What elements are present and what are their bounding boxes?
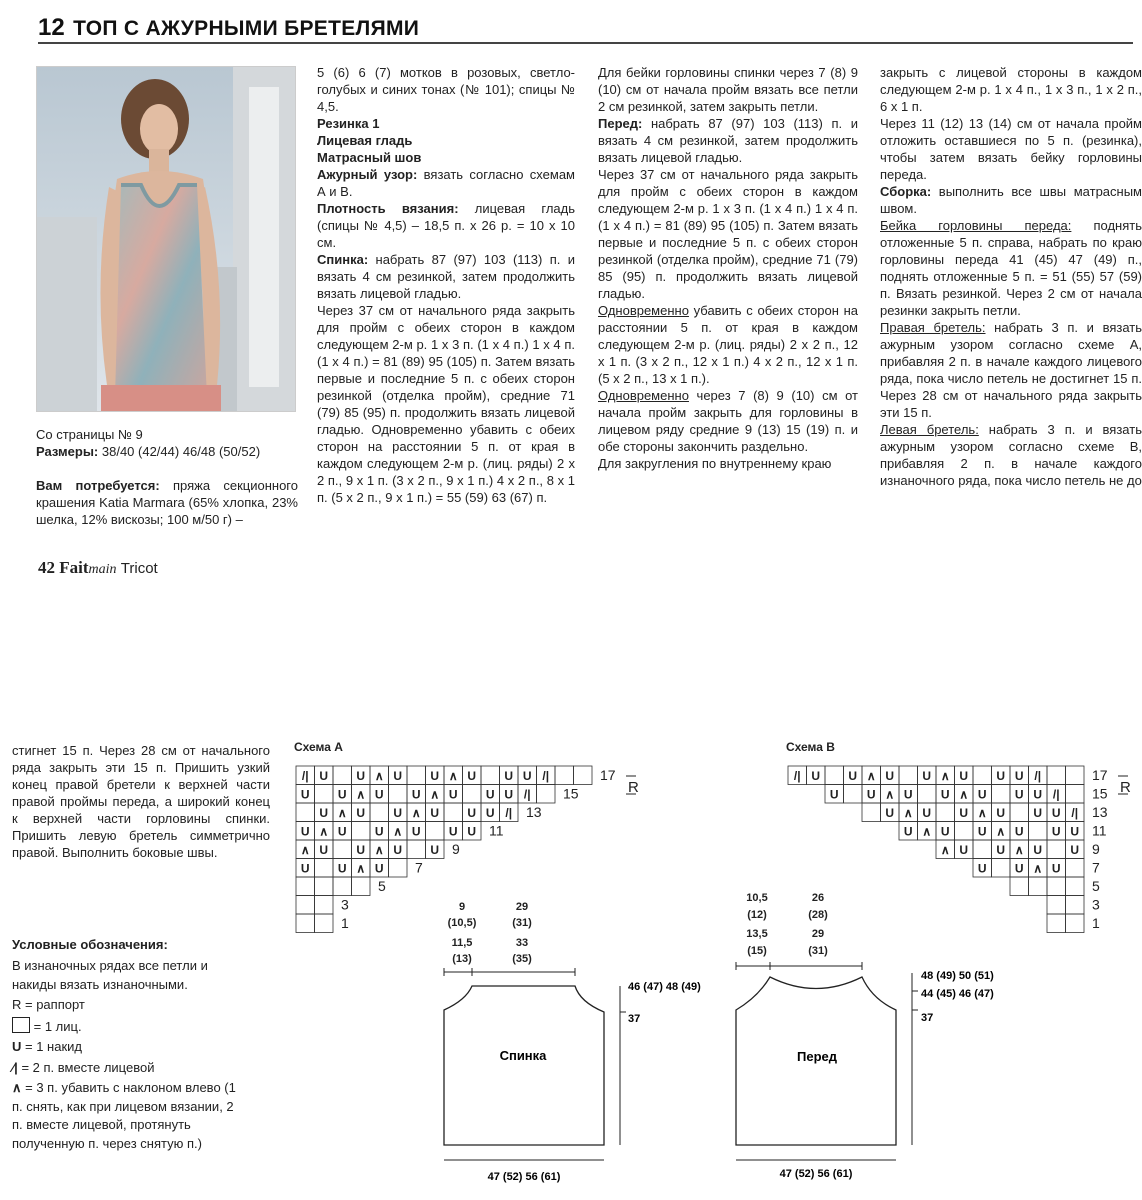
chart-symbol: U <box>430 843 440 857</box>
chart-cell <box>844 785 863 804</box>
front-piece-label: Перед <box>797 1049 837 1064</box>
front-neckband-label: Бейка горловины переда: <box>880 218 1072 233</box>
chart-row-number: 9 <box>452 841 460 857</box>
chart-symbol: U <box>300 861 310 876</box>
chart-symbol: ∧ <box>430 787 440 802</box>
chart-row-number: 17 <box>1092 767 1108 783</box>
chart-row-number: 13 <box>1092 804 1108 820</box>
back-shoulder-1: 9 <box>458 901 466 913</box>
chart-symbol: U <box>467 806 477 820</box>
model-photo <box>36 66 296 412</box>
front-neck-text: через 7 (8) 9 (10) см от начала пройм закрыть для горловины в лицевом ряду средние 9 (13) 15 (19) п. и обе стороны закончить раздельно. <box>598 388 858 454</box>
chart-symbol: ∧ <box>996 824 1006 839</box>
chart-row-number: 3 <box>341 896 349 913</box>
front-shoulder-2: (12) <box>747 909 767 921</box>
chart-symbol: /| <box>793 769 801 783</box>
page-header <box>38 14 419 44</box>
front-width: 47 (52) 56 (61) <box>779 1168 853 1180</box>
legend-knit: = 1 лиц. <box>33 1018 82 1034</box>
chart-cell <box>537 785 556 804</box>
chart-cell <box>315 877 334 896</box>
chart-symbol: U <box>467 769 477 783</box>
legend-repeat: R = раппорт <box>12 997 85 1012</box>
chart-symbol: /| <box>523 787 531 802</box>
header-rule <box>38 42 1133 44</box>
chart-symbol: ∧ <box>337 806 347 820</box>
chart-symbol: U <box>959 806 969 820</box>
chart-symbol: U <box>411 787 421 802</box>
chart-symbol: /| <box>301 769 309 783</box>
chart-symbol: ∧ <box>1033 861 1043 876</box>
chart-symbol: U <box>374 861 384 876</box>
bottom-continued-text <box>12 742 270 861</box>
chart-symbol: ∧ <box>959 787 969 802</box>
scheme-b-title: Схема В <box>786 740 835 754</box>
chart-symbol: U <box>485 806 495 820</box>
lace-text: вязать согласно схемам А и В. <box>317 167 575 199</box>
chart-cell <box>481 766 500 785</box>
chart-cell <box>1066 785 1085 804</box>
col4-clip <box>880 64 1142 544</box>
chart-symbol: U <box>1014 861 1024 876</box>
chart-cell <box>333 766 352 785</box>
k2tog-icon: ⁄| <box>12 1059 18 1075</box>
chart-symbol: U <box>903 787 913 802</box>
chart-symbol: U <box>337 824 347 839</box>
front-shoulder-1: 10,5 <box>746 892 768 904</box>
yarn-over-icon: U <box>12 1039 22 1054</box>
back-neck-4: (35) <box>512 953 532 965</box>
chart-cell <box>1066 859 1085 878</box>
chart-cell <box>333 840 352 859</box>
yarn-amount: 5 (6) 6 (7) мотков в розовых, светло-голубых и синих тонах (№ 101); спицы № 4,5. <box>317 65 575 114</box>
chart-symbol: U <box>922 806 932 820</box>
chart-cell <box>1047 766 1066 785</box>
front-schematic <box>712 885 1133 1190</box>
finishing-text: стигнет 15 п. Через 28 см от начального ряда закрыть эти 15 п. Пришить узкий конец правой бретели к верхней части правой проймы переда, а широкий конец к верхней части горловины спинки. Пришить левую бретель симметрично правой. Выполнить боковые швы. <box>12 743 270 860</box>
neck-shaping-text: закрыть с лицевой стороны в каждом следующем 2-м р. 1 х 4 п., 1 х 3 п., 1 х 2 п., 6 х 1 п. <box>880 65 1142 114</box>
chart-cell <box>407 766 426 785</box>
chart-symbol: ∧ <box>356 861 366 876</box>
chart-symbol: U <box>1033 843 1043 857</box>
back-text: набрать 87 (97) 103 (113) п. и вязать 4 см резинкой, затем продолжить вязать лицевой гладью. <box>317 252 575 301</box>
back-shoulder-4: (13) <box>452 953 472 965</box>
chart-cell <box>1047 840 1066 859</box>
front-text: набрать 87 (97) 103 (113) п. и вязать 4 см резинкой, затем продолжить вязать лицевой гладью. <box>598 116 858 165</box>
front-shoulder-3: 13,5 <box>746 928 768 940</box>
left-strap-label: Левая бретель: <box>880 422 979 437</box>
chart-cell <box>574 766 593 785</box>
chart-symbol: U <box>504 769 514 783</box>
left-strap-text: набрать 3 п. и вязать ажурным узором согласно схеме В, прибавляя 2 п. в начале каждого изнаночного ряда, пока число петель не до <box>880 422 1142 488</box>
chart-row-number: 13 <box>526 804 542 820</box>
brand-main: main <box>88 562 117 577</box>
chart-row-number: 3 <box>1092 896 1100 913</box>
legend-k2tog: = 2 п. вместе лицевой <box>21 1059 155 1075</box>
chart-row-number: 11 <box>1092 822 1107 839</box>
back-height-total: 46 (47) 48 (49) <box>628 981 701 993</box>
scheme-a-title: Схема А <box>294 740 343 754</box>
back-piece-label: Спинка <box>499 1048 547 1063</box>
needs-label: Вам потребуется: <box>36 478 160 493</box>
from-page: Со страницы № 9 <box>36 427 143 442</box>
chart-symbol: U <box>1051 861 1061 876</box>
chart-symbol: /| <box>505 806 513 820</box>
front-neck-4: (31) <box>808 945 828 957</box>
back-shoulder-2: (10,5) <box>447 917 477 929</box>
back-neck-1: 29 <box>515 901 529 913</box>
legend-yo: = 1 накид <box>25 1039 83 1054</box>
back-height-side: 37 <box>628 1013 641 1025</box>
chart-cell <box>296 914 315 933</box>
chart-symbol: U <box>467 824 477 839</box>
chart-symbol: U <box>504 787 514 802</box>
col4-text <box>880 64 1142 489</box>
chart-cell <box>1029 822 1048 841</box>
brand-tricot: Tricot <box>120 560 158 577</box>
chart-symbol: U <box>393 843 403 857</box>
chart-symbol: ∧ <box>356 787 366 802</box>
chart-symbol: ∧ <box>866 769 876 783</box>
front-neck-3: 29 <box>811 928 825 940</box>
chart-row-number: 1 <box>1092 915 1100 931</box>
chart-symbol: U <box>977 824 987 839</box>
chart-symbol: U <box>319 843 329 857</box>
chart-symbol: U <box>996 843 1006 857</box>
chart-cell <box>899 766 918 785</box>
chart-cell <box>389 785 408 804</box>
chart-symbol: U <box>977 861 987 876</box>
col3-text <box>598 64 858 472</box>
back-neck-2: (31) <box>512 917 532 929</box>
legend-title: Условные обозначения: <box>12 937 168 952</box>
front-decrease-text: убавить с обеих сторон на расстоянии 5 п. от края в каждом следующем 2-м р. (лиц. ряды) 2 х 2 п., 12 х 1 п. (3 х 2 п., 12 х 1 п.) 4 х 2 п., 12 х 1 п. (5 х 2 п., 13 х 1 п.). <box>598 303 858 386</box>
chart-cell <box>463 785 482 804</box>
right-strap-label: Правая бретель: <box>880 320 986 335</box>
chart-symbol: U <box>300 824 310 839</box>
chart-symbol: U <box>829 787 839 802</box>
simultaneously-label-1: Одновременно <box>598 303 689 318</box>
chart-cell <box>918 785 937 804</box>
chart-symbol: U <box>885 806 895 820</box>
chart-cell <box>407 840 426 859</box>
chart-cell <box>315 914 334 933</box>
back-neckband-text: Для бейки горловины спинки через 7 (8) 9 (10) см от начала пройм вязать все петли 2 см резинкой, затем закрыть петли. <box>598 65 858 114</box>
sizes-label: Размеры: <box>36 444 99 459</box>
chart-symbol: ∧ <box>300 843 310 857</box>
gauge-text: лицевая гладь (спицы № 4,5) – 18,5 п. х 26 р. = 10 х 10 см. <box>317 201 575 250</box>
chart-symbol: ∧ <box>374 843 384 857</box>
chart-symbol: U <box>337 861 347 876</box>
chart-symbol: U <box>1014 787 1024 802</box>
chart-symbol: ∧ <box>885 787 895 802</box>
simultaneously-label-2: Одновременно <box>598 388 689 403</box>
chart-symbol: U <box>393 769 403 783</box>
chart-symbol: /| <box>1052 787 1060 802</box>
chart-symbol: U <box>319 769 329 783</box>
chart-symbol: U <box>1033 806 1043 820</box>
assembly-text: выполнить все швы матрасным швом. <box>880 184 1142 216</box>
front-armhole-text: Через 37 см от начального ряда закрыть для пройм с обеих сторон в каждом следующем 2-м р. 1 х 3 п. (1 х 4 п.) 1 х 4 п. (1 х 4 п.) = 81 (89) 95 (105) п. Затем вязать первые и последние 5 п. с обеих сторон резинкой (отделка пройм), средние 71 (79) 85 (95) п. продолжить вязать лицевой гладью. <box>598 167 858 301</box>
chart-cell <box>296 896 315 915</box>
legend-intro: В изнаночных рядах все петли и накиды вязать изнаночными. <box>12 958 208 992</box>
page-number: 42 <box>38 558 55 577</box>
chart-symbol: ∧ <box>940 769 950 783</box>
chart-cell <box>389 859 408 878</box>
front-label: Перед: <box>598 116 643 131</box>
chart-cell <box>315 859 334 878</box>
chart-cell <box>426 822 445 841</box>
chart-symbol: U <box>430 806 440 820</box>
chart-symbol: U <box>866 787 876 802</box>
chart-row-number: 9 <box>1092 841 1100 857</box>
chart-row-number: 7 <box>415 859 423 876</box>
chart-cell <box>1010 803 1029 822</box>
chart-symbol: U <box>448 824 458 839</box>
chart-symbol: U <box>1051 824 1061 839</box>
front-height-total: 48 (49) 50 (51) <box>921 970 994 982</box>
front-neck-1: 26 <box>811 892 825 904</box>
sizes-value: 38/40 (42/44) 46/48 (50/52) <box>101 444 261 459</box>
stitch-heading-stockinette: Лицевая гладь <box>317 133 413 148</box>
chart-cell <box>555 766 574 785</box>
chart-symbol: U <box>337 787 347 802</box>
back-shoulder-3: 11,5 <box>451 937 473 949</box>
chart-symbol: ∧ <box>940 843 950 857</box>
chart-cell <box>352 877 371 896</box>
chart-row-number: 15 <box>563 785 579 802</box>
chart-symbol: U <box>940 787 950 802</box>
chart-symbol: U <box>356 843 366 857</box>
col1-text <box>36 426 298 528</box>
chart-symbol: U <box>356 806 366 820</box>
chart-symbol: U <box>374 787 384 802</box>
chart-symbol: U <box>319 806 329 820</box>
chart-cell <box>973 840 992 859</box>
chart-cell <box>936 803 955 822</box>
chart-cell <box>315 896 334 915</box>
rapport-label: R <box>628 779 639 796</box>
hold-stitches-text: Через 11 (12) 13 (14) см от начала пройм отложить оставшиеся по 5 п. (резинка), чтобы затем вязать бейку горловины переда. <box>880 116 1142 182</box>
front-neckband-text: поднять отложенные 5 п. справа, набрать по краю горловины переда 41 (45) 47 (49) п., поднять отложенные 5 п. = 51 (55) 57 (59) п. Вязать резинкой. Через 2 см от начала резинки закрыть петли. <box>880 218 1142 318</box>
sk2p-icon: ∧ <box>12 1080 22 1095</box>
chart-symbol: U <box>959 843 969 857</box>
chart-symbol: U <box>848 769 858 783</box>
chart-symbol: ∧ <box>922 824 932 839</box>
chart-cell <box>370 803 389 822</box>
chart-row-number: 15 <box>1092 785 1108 802</box>
chart-symbol: /| <box>1034 769 1042 783</box>
chart-symbol: U <box>1051 806 1061 820</box>
chart-symbol: U <box>356 769 366 783</box>
col2-text <box>317 64 575 506</box>
chart-cell <box>992 785 1011 804</box>
chart-symbol: ∧ <box>903 806 913 820</box>
chart-symbol: U <box>1014 769 1024 783</box>
pattern-number: 12 <box>38 14 65 41</box>
chart-cell <box>992 859 1011 878</box>
back-width: 47 (52) 56 (61) <box>487 1171 561 1183</box>
chart-symbol: ∧ <box>393 824 403 839</box>
chart-symbol: U <box>996 806 1006 820</box>
chart-symbol: ∧ <box>374 769 384 783</box>
chart-symbol: ∧ <box>319 824 329 839</box>
chart-symbol: /| <box>542 769 550 783</box>
chart-cell <box>825 766 844 785</box>
chart-row-number: 5 <box>378 878 386 894</box>
chart-symbol: U <box>1070 843 1080 857</box>
back-schematic <box>420 890 720 1190</box>
chart-row-number: 11 <box>489 822 504 839</box>
front-height-side: 37 <box>921 1012 934 1024</box>
back-armhole-text: Через 37 см от начального ряда закрыть для пройм с обеих сторон в каждом следующем 2-м р. 1 х 3 п. (1 х 4 п.) 1 х 4 п. (1 х 4 п.) = 81 (89) 95 (105) п. Затем вязать первые и последние 5 п. с обеих сторон резинкой (отделка пройм), средние 71 (79) 85 (95) п. продолжить вязать лицевой гладью. Одновременно убавить с обеих сторон на расстоянии 5 п. от края в каждом следующем 2-м р. (лиц. ряды) 2 х 2 п., 9 х 1 п. (3 х 2 п., 9 х 1 п.) 4 х 2 п., 8 х 1 п. (5 х 2 п., 9 х 1 п.) = 55 (59) 63 (67) п. <box>317 303 575 505</box>
chart-symbol: U <box>1070 824 1080 839</box>
chart-symbol: U <box>1033 787 1043 802</box>
chart-cell <box>955 822 974 841</box>
right-strap-text: набрать 3 п. и вязать ажурным узором согласно схеме А, прибавляя 2 п. в начале каждого лицевого ряда, пока число петель не достигнет 15 п. Через 28 см от начального ряда закрыть эти 15 п. <box>880 320 1142 420</box>
chart-symbol: U <box>940 824 950 839</box>
back-label: Спинка: <box>317 252 369 267</box>
chart-cell <box>315 785 334 804</box>
lace-label: Ажурный узор: <box>317 167 418 182</box>
chart-row-number: 5 <box>1092 878 1100 894</box>
chart-symbol: U <box>374 824 384 839</box>
gauge-label: Плотность вязания: <box>317 201 459 216</box>
chart-symbol: U <box>903 824 913 839</box>
chart-symbol: U <box>922 769 932 783</box>
front-neck-2: (28) <box>808 909 828 921</box>
chart-cell <box>1066 766 1085 785</box>
chart-symbol: U <box>485 787 495 802</box>
chart-row-number: 7 <box>1092 859 1100 876</box>
needs-text: пряжа секционного крашения Katia Marmara (65% хлопка, 23% шелка, 12% вискозы; 100 м/50 г) – <box>36 478 298 527</box>
rounding-text: Для закругления по внутреннему краю <box>598 456 832 471</box>
chart-symbol: U <box>885 769 895 783</box>
chart-cell <box>352 822 371 841</box>
chart-symbol: U <box>448 787 458 802</box>
front-shoulder-4: (15) <box>747 945 767 957</box>
chart-row-number: 17 <box>600 767 616 783</box>
chart-cell <box>444 803 463 822</box>
chart-symbol: ∧ <box>448 769 458 783</box>
chart-symbol: ∧ <box>1014 843 1024 857</box>
chart-symbol: U <box>996 769 1006 783</box>
pattern-title: ТОП С АЖУРНЫМИ БРЕТЕЛЯМИ <box>73 17 420 40</box>
chart-symbol: U <box>300 787 310 802</box>
chart-symbol: U <box>959 769 969 783</box>
chart-cell <box>296 803 315 822</box>
chart-symbol: U <box>811 769 821 783</box>
chart-cell <box>973 766 992 785</box>
chart-row-number: 1 <box>341 915 349 931</box>
chart-symbol: U <box>522 769 532 783</box>
legend <box>12 936 242 1153</box>
back-neck-3: 33 <box>515 937 529 949</box>
chart-cell <box>333 877 352 896</box>
front-height-neck: 44 (45) 46 (47) <box>921 988 994 1000</box>
assembly-label: Сборка: <box>880 184 932 199</box>
page-footer <box>38 558 158 578</box>
chart-symbol: U <box>1014 824 1024 839</box>
rapport-label: R <box>1120 779 1131 796</box>
stitch-heading-mattress: Матрасный шов <box>317 150 422 165</box>
stitch-heading-rib: Резинка 1 <box>317 116 380 131</box>
chart-symbol: U <box>430 769 440 783</box>
knit-symbol-icon <box>12 1017 30 1033</box>
brand-fait: Fait <box>59 558 89 577</box>
chart-symbol: ∧ <box>977 806 987 820</box>
chart-symbol: /| <box>1071 806 1079 820</box>
chart-symbol: U <box>977 787 987 802</box>
chart-symbol: U <box>393 806 403 820</box>
legend-sk2p: = 3 п. убавить с наклоном влево (1 п. снять, как при лицевом вязании, 2 п. вместе лицевой, протянуть полученную п. через снятую п.) <box>12 1080 236 1151</box>
chart-symbol: ∧ <box>411 806 421 820</box>
chart-cell <box>862 803 881 822</box>
chart-symbol: U <box>411 824 421 839</box>
chart-cell <box>296 877 315 896</box>
